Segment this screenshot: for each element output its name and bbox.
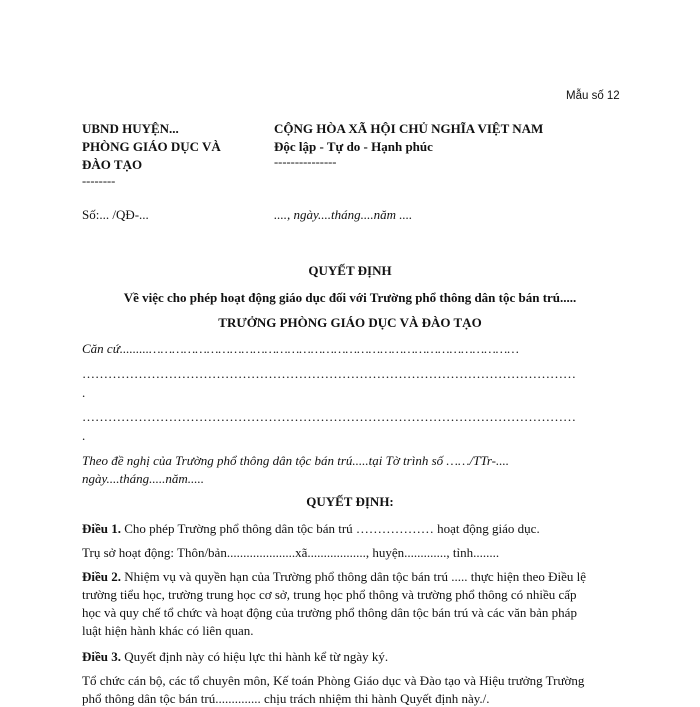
article-1 xyxy=(82,521,540,537)
agency-line-1: UBND HUYỆN... xyxy=(82,121,179,136)
article-3-text: Quyết định này có hiệu lực thi hành kể từ ngày ký. xyxy=(121,649,389,664)
article-2-line-4: luật hiện hành khác có liên quan. xyxy=(82,623,254,638)
agency-line-2: PHÒNG GIÁO DỤC VÀ xyxy=(82,139,221,154)
agency-line-3: ĐÀO TẠO xyxy=(82,157,143,172)
article-1-text: Cho phép Trường phổ thông dân tộc bán trú ……………… hoạt động giáo dục. xyxy=(121,521,540,536)
proposal-line-1: Theo đề nghị của Trường phổ thông dân tộc bán trú.....tại Tờ trình số ……/TTr-.... xyxy=(82,453,510,468)
article-2-line-3: học và quy chế tổ chức và hoạt động của trường phổ thông dân tộc bán trú và các văn bản pháp xyxy=(82,605,577,620)
article-3 xyxy=(82,649,388,665)
article-2-line-2: trường tiểu học, trường trung học cơ sở, trung học phổ thông và trường phổ thông có nhiều cấp xyxy=(82,587,577,602)
national-title: CỘNG HÒA XÃ HỘI CHỦ NGHĨA VIỆT NAM xyxy=(274,121,544,136)
article-3-line-3: phổ thông dân tộc bán trú.............. chịu trách nhiệm thi hành Quyết định này./. xyxy=(82,691,490,706)
document-number: Số:... /QĐ-... xyxy=(82,207,149,222)
article-2-line-1: Nhiệm vụ và quyền hạn của Trường phổ thông dân tộc bán trú ..... thực hiện theo Điều lệ xyxy=(121,569,587,584)
issuing-authority: TRƯỞNG PHÒNG GIÁO DỤC VÀ ĐÀO TẠO xyxy=(218,315,482,330)
national-motto: Độc lập - Tự do - Hạnh phúc xyxy=(274,139,433,154)
basis-line-1: Căn cứ.........…………………………………………………………………………………… xyxy=(82,341,519,356)
document-subject: Về việc cho phép hoạt động giáo dục đối với Trường phổ thông dân tộc bán trú..... xyxy=(123,290,577,305)
decision-heading: QUYẾT ĐỊNH: xyxy=(306,494,394,509)
basis-line-3-tail: . xyxy=(82,428,86,443)
proposal-line-2: ngày....tháng.....năm..... xyxy=(82,471,205,486)
form-number: Mẫu số 12 xyxy=(566,90,620,102)
basis-line-3: …………………………………………………………………………………………………… xyxy=(82,409,576,424)
article-3-line-2: Tổ chức cán bộ, các tổ chuyên môn, Kế toán Phòng Giáo dục và Đào tạo và Hiệu trưởng Trường xyxy=(82,673,585,688)
article-1-label: Điều 1. xyxy=(82,521,121,536)
basis-line-2: …………………………………………………………………………………………………… xyxy=(82,366,576,381)
basis-line-2-tail: . xyxy=(82,385,86,400)
article-3-label: Điều 3. xyxy=(82,649,121,664)
place-date: ...., ngày....tháng....năm .... xyxy=(274,207,413,222)
document-title: QUYẾT ĐỊNH xyxy=(308,263,392,278)
agency-rule: -------- xyxy=(82,174,116,188)
article-1-address: Trụ sở hoạt động: Thôn/bản.....................xã.................., huyện............., tỉnh........ xyxy=(82,545,500,560)
article-2-label: Điều 2. xyxy=(82,569,121,584)
national-rule: --------------- xyxy=(274,155,337,169)
article-2 xyxy=(82,569,586,585)
